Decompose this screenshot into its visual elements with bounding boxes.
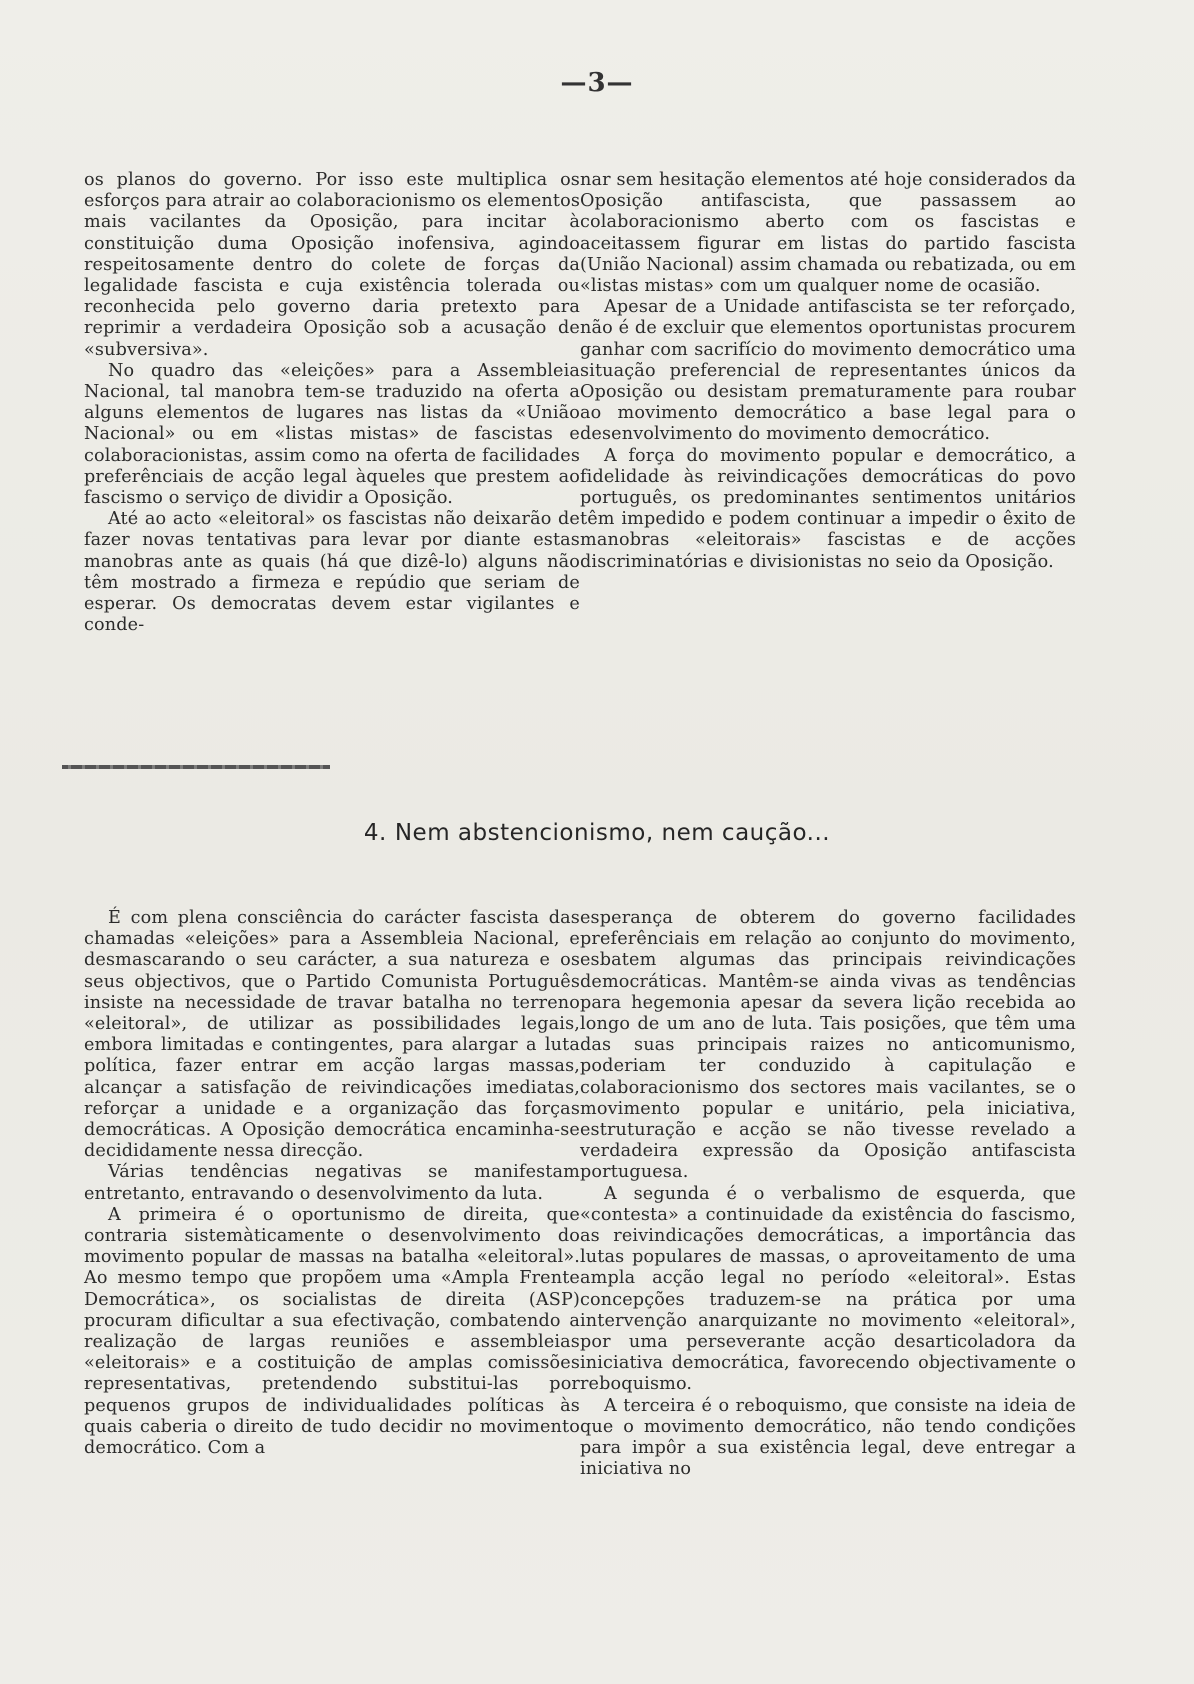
paragraph: Apesar de a Unidade antifascista se ter reforçado, não é de excluir que elementos oportunistas procurem ganhar com sacrifício do movimento democrático uma situação preferencial de representantes únicos da Oposição ou desistam prematuramente para roubar ao movimento democrático a base legal para o desenvolvimento do movimento democrático. — [580, 297, 1076, 445]
top-right-column — [580, 170, 1076, 573]
paragraph: os planos do governo. Por isso este multiplica os esforços para atrair ao colaboracionismo os elementos mais vacilantes da Oposição, para incitar à constituição duma Oposição inofensiva, agindo respeitosamente dentro do colete de forças da legalidade fascista e cuja existência tolerada ou reconhecida pelo governo daria pretexto para reprimir a verdadeira Oposição sob a acusação de «subversiva». — [84, 170, 581, 360]
page-number: —3— — [560, 68, 634, 98]
bottom-right-column — [580, 908, 1076, 1480]
section-divider — [62, 765, 330, 769]
paragraph: A terceira é o reboquismo, que consiste na ideia de que o movimento democrático, não tendo condições para impôr a sua existência legal, deve entregar a iniciativa no — [580, 1395, 1076, 1480]
paragraph: No quadro das «eleições» para a Assembleia Nacional, tal manobra tem-se traduzido na oferta a alguns elementos de lugares nas listas da «União Nacional» ou em «listas mistas» de fascistas e colaboracionistas, assim como na oferta de facilidades preferênciais de acção legal àqueles que prestem ao fascismo o serviço de dividir a Oposição. — [84, 360, 580, 509]
section-title: Nem abstencionismo, nem caução... — [394, 820, 831, 846]
paragraph: A primeira é o oportunismo de direita, que contraria sistemàticamente o desenvolvimento do movimento popular de massas na batalha «eleitoral». Ao mesmo tempo que propõem uma «Ampla Frente Democrática», os socialistas de direita (ASP) procuram dificultar a sua efectivação, combatendo a realização de largas reuniões e assembleias «eleitorais» e a costituição de amplas comissões representativas, pretendendo substitui-las por pequenos grupos de individualidades políticas às quais caberia o direito de tudo decidir no movimento democrático. Com a — [84, 1204, 580, 1459]
section-number: 4. — [363, 820, 387, 846]
paragraph: Várias tendências negativas se manifestam entretanto, entravando o desenvolvimento da luta. — [84, 1162, 580, 1204]
paragraph: Até ao acto «eleitoral» os fascistas não deixarão de fazer novas tentativas para levar por diante estas manobras ante as quais (há que dizê-lo) alguns não têm mostrado a firmeza e repúdio que seriam de esperar. Os democratas devem estar vigilantes e conde- — [84, 509, 580, 636]
section-heading — [0, 820, 1194, 846]
top-left-column — [84, 170, 580, 636]
paragraph: A força do movimento popular e democrático, a fidelidade às reivindicações democráticas do povo português, os predominantes sentimentos unitários têm impedido e podem continuar a impedir o êxito de manobras «eleitorais» fascistas e de acções discriminatórias e divisionistas no seio da Oposição. — [580, 445, 1076, 572]
paragraph: A segunda é o verbalismo de esquerda, que «contesta» a continuidade da existência do fascismo, as reivindicações democráticas, a importância das lutas populares de massas, o aproveitamento de uma ampla acção legal no período «eleitoral». Estas concepções traduzem-se na prática por uma intervenção anarquizante no movimento «eleitoral», por uma perseverante acção desarticoladora da iniciativa democrática, favorecendo objectivamente o reboquismo. — [580, 1183, 1076, 1395]
paragraph: É com plena consciência do carácter fascista das chamadas «eleições» para a Assembleia Nacional, e desmascarando o seu carácter, a sua natureza e os seus objectivos, que o Partido Comunista Português insiste na necessidade de travar batalha no terreno «eleitoral», de utilizar as possibilidades legais, embora limitadas e contingentes, para alargar a luta política, fazer entrar em acção largas massas, alcançar a satisfação de reivindicações imediatas, reforçar a unidade e a organização das forças democráticas. A Oposição democrática encaminha-se decididamente nessa direcção. — [84, 908, 580, 1162]
paragraph: esperança de obterem do governo facilidades preferênciais em relação ao conjunto do movimento, esbatem algumas das principais reivindicações democráticas. Mantêm-se ainda vivas as tendências para hegemonia apesar da severa lição recebida ao longo de um ano de luta. Tais posições, que têm uma das suas principais raizes no anticomunismo, poderiam ter conduzido à capitulação e colaboracionismo dos sectores mais vacilantes, se o movimento popular e unitário, pela iniciativa, estruturação e acção se não tivesse revelado a verdadeira expressão da Oposição antifascista portuguesa. — [580, 908, 1076, 1183]
paragraph: nar sem hesitação elementos até hoje considerados da Oposição antifascista, que passassem ao colaboracionismo aberto com os fascistas e aceitassem figurar em listas do partido fascista (União Nacional) assim chamada ou rebatizada, ou em «listas mistas» com um qualquer nome de ocasião. — [580, 170, 1076, 297]
bottom-left-column — [84, 908, 580, 1459]
